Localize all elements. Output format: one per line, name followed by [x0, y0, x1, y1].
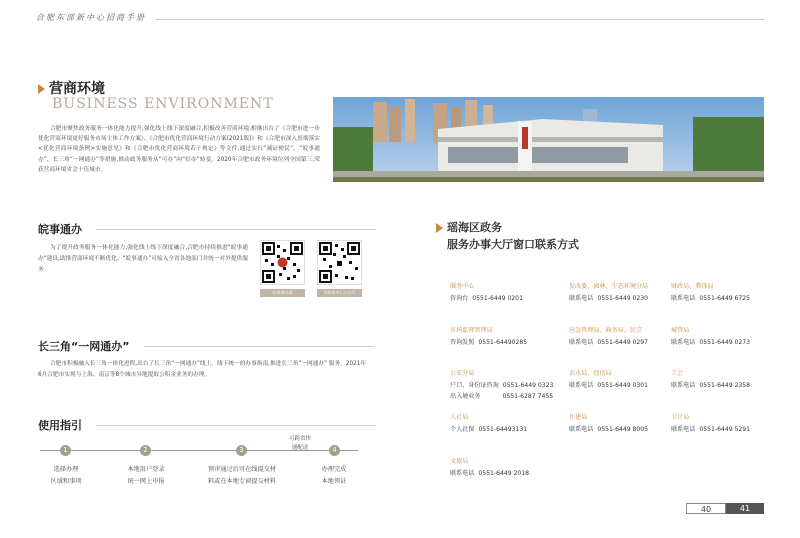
step-1-line1: 选择办理 [53, 466, 79, 473]
office-name: 住建局 [569, 414, 588, 421]
yaohai-title-line1-text: 瑶海区政务 [447, 221, 502, 234]
step-3-label [196, 464, 288, 488]
office-name: 卫计局 [671, 414, 690, 421]
office-name: 公安分局 [450, 370, 475, 377]
office-name: 服务中心 [450, 283, 475, 290]
yaohai-title-line2: 服务办事大厅窗口联系方式 [447, 238, 579, 251]
contact-label: 联系电话 [671, 381, 696, 389]
wanshi-paragraph: 为了提升政务服务一体化能力,强化线上线下深度融合,合肥市持续推进“皖事通办”建设,助推营商环境不断优化。“皖事通办”可接入全省各地部门并统一对外提供服务。 [38, 245, 248, 273]
contact-phone[interactable]: 0551-6449 0301 [597, 381, 649, 389]
page-number-left: 40 [686, 503, 726, 514]
office-item [450, 456, 529, 479]
csj-paragraph: 合肥市积极融入长三角一体化进程,出台了长三角“一网通办”线上、线下统一的办事指南,推进长三角“一网通办” 服务。2021年6月合肥市实现与上海、南京等8个城市异地提取公积金业务的办理。 [38, 361, 367, 378]
express-delivery-note: 可跨省快递配送 [288, 436, 311, 451]
office-contact [450, 468, 529, 480]
office-contact [671, 380, 750, 392]
office-name: 财政局、教体局 [671, 283, 714, 290]
contact-phone[interactable]: 0551-6449 0201 [472, 294, 523, 302]
step-2-marker: 2 [140, 445, 151, 456]
office-contact [569, 424, 648, 436]
contact-label: 联系电话 [450, 469, 475, 477]
office-item [671, 368, 750, 391]
contact-label: 咨询台 [450, 294, 469, 302]
section-arrow-icon [436, 223, 443, 233]
office-contact [450, 380, 553, 392]
qr-code-gov-center[interactable] [317, 240, 362, 285]
page-number-right: 41 [726, 503, 764, 514]
guide-section-title: 使用指引 [38, 419, 82, 432]
contact-phone[interactable]: 0551-6449 2358 [699, 381, 751, 389]
contact-label: 联系电话 [569, 425, 594, 433]
office-contact [671, 424, 750, 436]
contact-phone[interactable]: 0551-6287 7455 [502, 393, 554, 400]
office-name: 发改委、园林、生态环境分局 [569, 283, 649, 290]
step-4-label [308, 464, 360, 488]
office-item [569, 281, 648, 304]
contact-label: 联系电话 [671, 294, 696, 302]
csj-divider [144, 346, 374, 347]
step-4-line2: 本地领证 [321, 478, 347, 485]
office-item [569, 325, 648, 348]
office-item [671, 412, 750, 435]
contact-label: 出入境业务 [450, 393, 481, 400]
office-name: 农水局、经信局 [569, 370, 612, 377]
step-4-marker: 4 [329, 445, 340, 456]
contact-phone[interactable]: 0551-6449 5291 [699, 425, 751, 433]
qr-caption-wanshitong: 皖事通官网 [260, 289, 305, 297]
office-contact [569, 380, 648, 392]
guide-divider [96, 425, 376, 426]
step-3-line2: 料或在本地专窗提交材料 [207, 478, 277, 485]
contact-label: 户口、身份证咨询 [450, 381, 499, 389]
business-subtitle-en: BUSINESS ENVIRONMENT [52, 96, 274, 112]
contact-label: 咨询发照 [450, 338, 475, 346]
office-item [450, 281, 523, 304]
office-contact [569, 293, 648, 305]
office-item [450, 412, 527, 435]
step-4-line1: 办理完成 [321, 466, 347, 473]
contact-label: 联系电话 [671, 425, 696, 433]
office-contact [671, 293, 750, 305]
contact-phone[interactable]: 0551-6449 2018 [478, 469, 530, 477]
csj-section-title: 长三角“一网通办” [38, 340, 130, 353]
office-item [671, 325, 750, 348]
government-building-photo [333, 97, 764, 182]
office-name: 城管局 [671, 327, 690, 334]
business-title-text: 营商环境 [49, 81, 105, 97]
step-2-line2: 统一网上申报 [127, 478, 165, 485]
office-name: 市场监督管理局 [450, 327, 493, 334]
step-2-label [114, 464, 178, 488]
business-section-title [38, 78, 105, 98]
step-1-label [38, 464, 94, 488]
contact-phone[interactable]: 0551-6449 6725 [699, 294, 751, 302]
office-contact-2 [450, 391, 553, 403]
contact-phone[interactable]: 0551-64490285 [478, 338, 528, 346]
yaohai-title-line1 [436, 219, 579, 236]
step-3-marker: 3 [236, 445, 247, 456]
contact-phone[interactable]: 0551-6449 0297 [597, 338, 649, 346]
office-name: 人社局 [450, 414, 469, 421]
contact-phone[interactable]: 0551-6449 0230 [597, 294, 649, 302]
contact-phone[interactable]: 0551-6449 0273 [699, 338, 751, 346]
qr-caption-gov-center: 市政务中心公众号 [317, 289, 362, 297]
office-name: 应急管理局、商务局、民宗 [569, 327, 643, 334]
business-paragraph: 合肥市聚焦政务服务一体化能力提升,强化线上线下深度融合,积极改善营商环境,相继出台了《合肥市进一步优化营商环境更好服务市场主体工作方案》、《合肥市优化营商环境行动方案(2021版)》和《合肥市深入贯彻落实<优化营商环境条例>实施意见》和《合肥市优化营商环境若干规定》等文件,通过实行“减证便民”、“皖事通办”、长三角“一网通办”等措施,推动政务服务从“可办”向“好办”转变。2020年合肥市政务环境位列全国第三,荣获营商环境省会十佳城市。 [38, 126, 320, 173]
office-contact [450, 337, 527, 349]
header-divider [156, 19, 764, 20]
step-2-line1: 本地用户登录 [127, 466, 165, 473]
office-item [671, 281, 750, 304]
header-title: 合肥东部新中心招商手册 [36, 13, 146, 22]
contact-phone[interactable]: 0551-6449 8005 [597, 425, 649, 433]
office-contact [671, 337, 750, 349]
step-3-line1: 预审通过后可在线提交材 [207, 466, 277, 473]
office-contact [569, 337, 648, 349]
office-item [450, 325, 527, 348]
contact-label: 联系电话 [671, 338, 696, 346]
office-item [450, 368, 553, 403]
office-item [569, 412, 648, 435]
contact-label: 联系电话 [569, 294, 594, 302]
yaohai-section-title [436, 219, 579, 253]
office-name: 文旅局 [450, 458, 469, 465]
office-contact [450, 293, 523, 305]
wanshi-divider [96, 229, 376, 230]
qr-code-wanshitong[interactable] [260, 240, 305, 285]
contact-label: 联系电话 [569, 338, 594, 346]
wanshi-section-title: 皖事通办 [38, 223, 82, 236]
contact-label: 个人社保 [450, 425, 475, 433]
contact-phone[interactable]: 0551-64493131 [478, 425, 528, 433]
contact-label: 联系电话 [569, 381, 594, 389]
step-1-marker: 1 [60, 445, 71, 456]
contact-phone[interactable]: 0551-6449 0323 [502, 381, 554, 389]
office-item [569, 368, 648, 391]
office-name: 工会 [671, 370, 684, 377]
section-arrow-icon [38, 84, 45, 94]
office-contact [450, 424, 527, 436]
step-1-line2: 区域和事项 [50, 478, 82, 485]
